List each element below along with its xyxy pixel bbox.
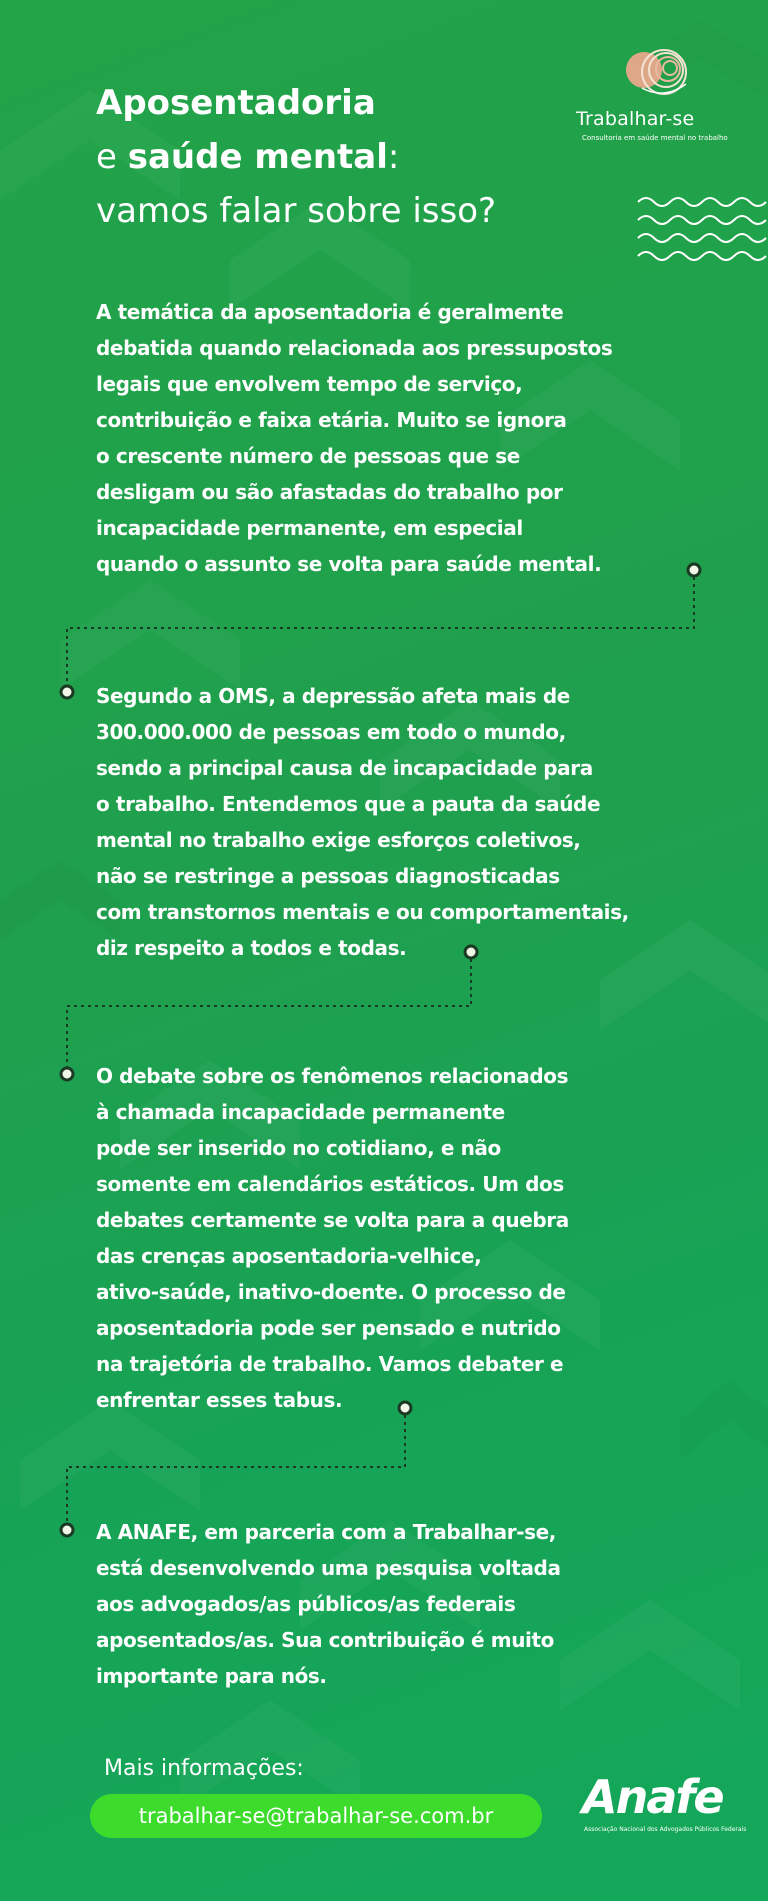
paragraph-intro: A temática da aposentadoria é geralmente debatida quando relacionada aos pressupostos legais que envolvem tempo de serviço, contribuição e faixa etária. Muito se ignora o crescente número de pessoas que se desligam ou são afastadas do trabalho por incapacidade permanente, em especial quando o assunto se volta para saúde mental. (96, 300, 613, 576)
brand-name: Trabalhar-se (576, 108, 695, 130)
connector-node (61, 686, 73, 698)
paragraph-debate: O debate sobre os fenômenos relacionados à chamada incapacidade permanente pode ser inserido no cotidiano, e não somente em calendários estáticos. Um dos debates certamente se volta para a quebra das crenças aposentadoria-velhice, ativo-saúde, inativo-doente. O processo de aposentadoria pode ser pensado e nutrido na trajetória de trabalho. Vamos debater e enfrentar esses tabus. (96, 1064, 569, 1412)
paragraph-anafe: A ANAFE, em parceria com a Trabalhar-se, está desenvolvendo uma pesquisa voltada aos advogados/as públicos/as federais aposentados/as. Sua contribuição é muito importante para nós. (96, 1520, 561, 1688)
connector-node (61, 1524, 73, 1536)
more-info-label: Mais informações: (104, 1756, 304, 1781)
anafe-tagline: Associação Nacional dos Advogados Públicos Federais (584, 1826, 747, 1833)
title-line-3: vamos falar sobre isso? (96, 191, 497, 231)
brand-tagline: Consultoria em saúde mental no trabalho (582, 134, 728, 142)
paragraph-oms: Segundo a OMS, a depressão afeta mais de 300.000.000 de pessoas em todo o mundo, sendo a principal causa de incapacidade para o trabalho. Entendemos que a pauta da saúde mental no trabalho exige esforços coletivos, não se restringe a pessoas diagnosticadas com transtornos mentais e ou comportamentais, diz respeito a todos e todas. (96, 684, 629, 960)
anafe-logo: Anafe (582, 1770, 723, 1824)
email-link[interactable]: trabalhar-se@trabalhar-se.com.br (90, 1794, 542, 1838)
title-line-2: e saúde mental: (96, 137, 400, 177)
title-line-1: Aposentadoria (96, 83, 376, 123)
connector-node (61, 1068, 73, 1080)
title-highlight: saúde mental (127, 137, 388, 177)
